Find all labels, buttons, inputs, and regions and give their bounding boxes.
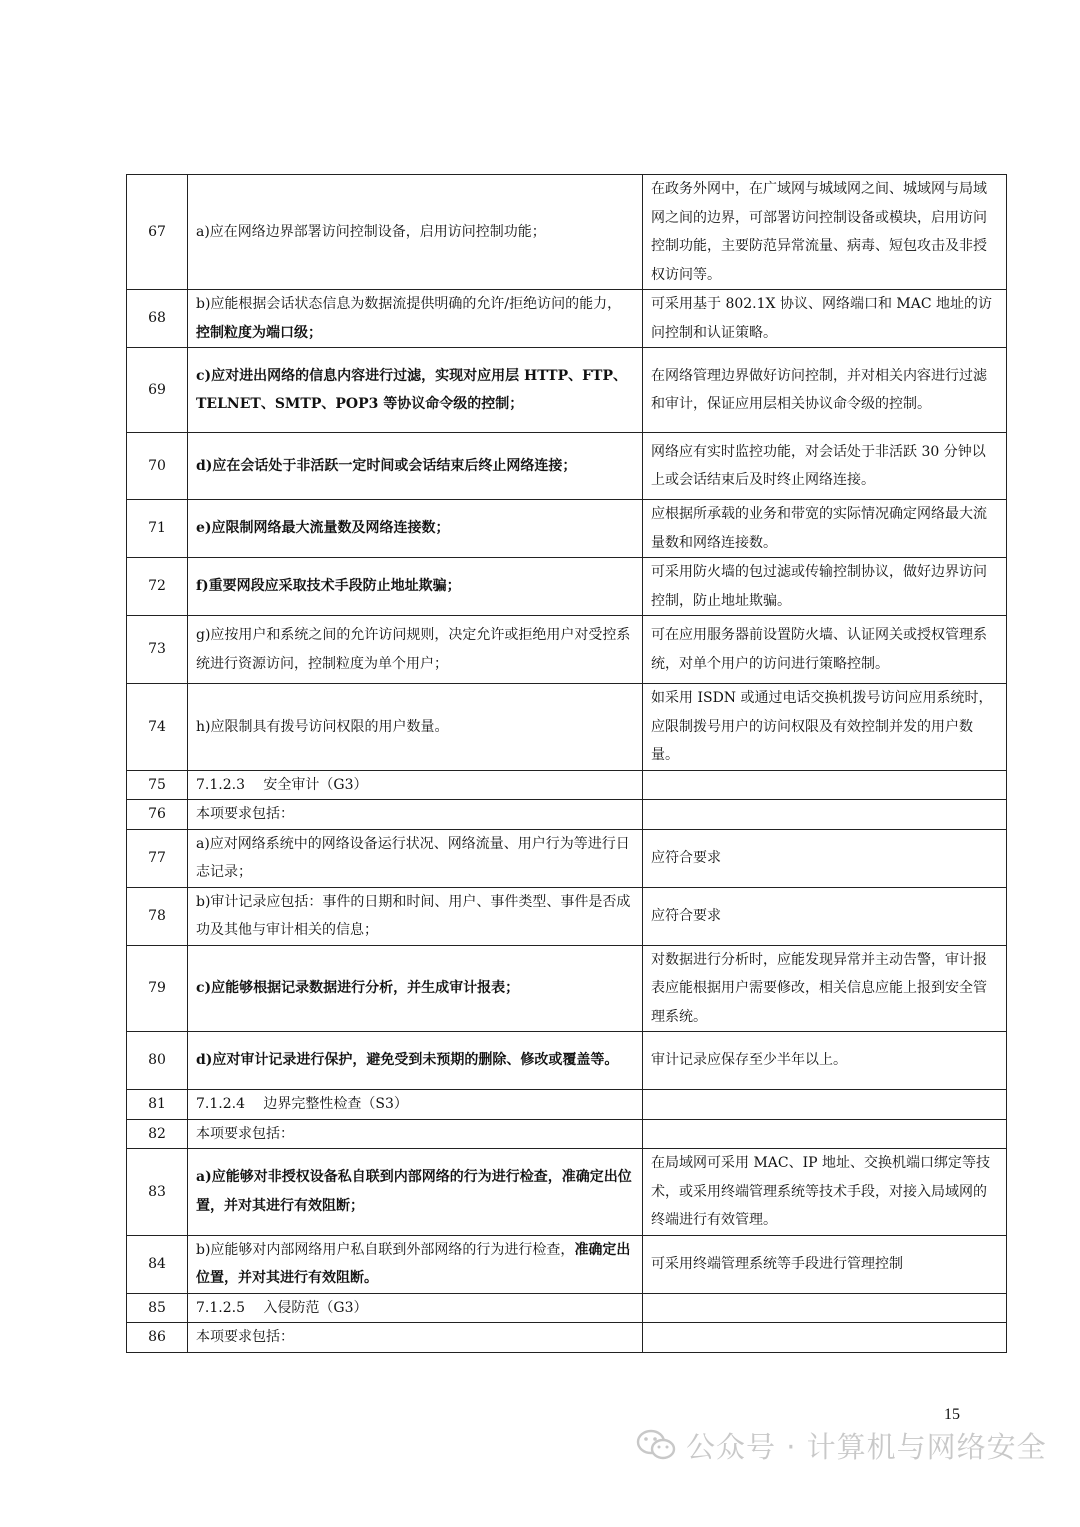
guidance-cell	[643, 770, 1007, 800]
table-row	[127, 829, 1007, 887]
section-heading: 7.1.2.4 边界完整性检查（S3）	[188, 1090, 643, 1120]
requirement-cell: d)应对审计记录进行保护，避免受到未预期的删除、修改或覆盖等。	[188, 1032, 643, 1090]
row-number: 73	[127, 616, 188, 684]
requirement-cell: b)审计记录应包括：事件的日期和时间、用户、事件类型、事件是否成功及其他与审计相关的信息；	[188, 887, 643, 945]
page-number: 15	[944, 1406, 960, 1423]
guidance-cell: 应符合要求	[643, 887, 1007, 945]
requirement-text: b)应能根据会话状态信息为数据流提供明确的允许/拒绝访问的能力，	[196, 296, 622, 312]
requirement-cell: f)重要网段应采取技术手段防止地址欺骗；	[188, 558, 643, 616]
requirement-cell: a)应能够对非授权设备私自联到内部网络的行为进行检查，准确定出位置，并对其进行有效阻断；	[188, 1149, 643, 1236]
guidance-cell: 网络应有实时监控功能，对会话处于非活跃 30 分钟以上或会话结束后及时终止网络连接。	[643, 433, 1007, 500]
guidance-cell	[643, 800, 1007, 830]
guidance-cell: 可采用终端管理系统等手段进行管理控制	[643, 1235, 1007, 1293]
section-heading: 7.1.2.5 入侵防范（G3）	[188, 1293, 643, 1323]
row-number: 75	[127, 770, 188, 800]
requirement-cell: g)应按用户和系统之间的允许访问规则，决定允许或拒绝用户对受控系统进行资源访问，控制粒度为单个用户；	[188, 616, 643, 684]
row-number: 70	[127, 433, 188, 500]
guidance-cell	[643, 1090, 1007, 1120]
row-number: 78	[127, 887, 188, 945]
row-number: 79	[127, 945, 188, 1032]
requirement-cell: 本项要求包括：	[188, 800, 643, 830]
guidance-cell: 可采用基于 802.1X 协议、网络端口和 MAC 地址的访问控制和认证策略。	[643, 290, 1007, 348]
row-number: 80	[127, 1032, 188, 1090]
guidance-cell	[643, 1323, 1007, 1353]
table-row	[127, 348, 1007, 433]
watermark-text: 公众号 · 计算机与网络安全	[686, 1429, 1047, 1464]
requirement-text: b)应能够对内部网络用户私自联到外部网络的行为进行检查，	[196, 1241, 575, 1258]
table-row	[127, 1090, 1007, 1120]
requirement-emphasis: 控制粒度为端口级；	[196, 324, 322, 341]
guidance-cell: 可在应用服务器前设置防火墙、认证网关或授权管理系统，对单个用户的访问进行策略控制。	[643, 616, 1007, 684]
row-number: 68	[127, 290, 188, 348]
guidance-cell: 可采用防火墙的包过滤或传输控制协议，做好边界访问控制，防止地址欺骗。	[643, 558, 1007, 616]
row-number: 67	[127, 175, 188, 290]
requirement-cell: d)应在会话处于非活跃一定时间或会话结束后终止网络连接；	[188, 433, 643, 500]
requirement-cell: a)应对网络系统中的网络设备运行状况、网络流量、用户行为等进行日志记录；	[188, 829, 643, 887]
watermark	[636, 1420, 1047, 1470]
table-row	[127, 770, 1007, 800]
row-number: 85	[127, 1293, 188, 1323]
table-row	[127, 616, 1007, 684]
row-number: 72	[127, 558, 188, 616]
guidance-cell: 应符合要求	[643, 829, 1007, 887]
table-row	[127, 1149, 1007, 1236]
table-row	[127, 1323, 1007, 1353]
row-number: 74	[127, 684, 188, 771]
table-row	[127, 290, 1007, 348]
row-number: 76	[127, 800, 188, 830]
guidance-cell	[643, 1119, 1007, 1149]
requirement-cell: e)应限制网络最大流量数及网络连接数；	[188, 500, 643, 558]
requirement-cell: c)应能够根据记录数据进行分析，并生成审计报表；	[188, 945, 643, 1032]
row-number: 81	[127, 1090, 188, 1120]
row-number: 83	[127, 1149, 188, 1236]
guidance-cell: 在网络管理边界做好访问控制，并对相关内容进行过滤和审计，保证应用层相关协议命令级的控制。	[643, 348, 1007, 433]
table-row	[127, 1293, 1007, 1323]
requirement-cell: 本项要求包括：	[188, 1119, 643, 1149]
requirement-emphasis: 准确定出位置，并对其进行有效阻断。	[196, 1241, 631, 1286]
requirement-cell: 本项要求包括：	[188, 1323, 643, 1353]
table-row	[127, 433, 1007, 500]
row-number: 86	[127, 1323, 188, 1353]
guidance-cell: 审计记录应保存至少半年以上。	[643, 1032, 1007, 1090]
requirement-cell: a)应在网络边界部署访问控制设备，启用访问控制功能；	[188, 175, 643, 290]
table-row	[127, 887, 1007, 945]
row-number: 84	[127, 1235, 188, 1293]
table-row	[127, 1119, 1007, 1149]
guidance-cell: 应根据所承载的业务和带宽的实际情况确定网络最大流量数和网络连接数。	[643, 500, 1007, 558]
requirement-cell: h)应限制具有拨号访问权限的用户数量。	[188, 684, 643, 771]
guidance-cell: 如采用 ISDN 或通过电话交换机拨号访问应用系统时，应限制拨号用户的访问权限及有效控制并发的用户数量。	[643, 684, 1007, 771]
table-row	[127, 175, 1007, 290]
guidance-cell: 在局域网可采用 MAC、IP 地址、交换机端口绑定等技术，或采用终端管理系统等技术手段，对接入局域网的终端进行有效管理。	[643, 1149, 1007, 1236]
table-row	[127, 1032, 1007, 1090]
row-number: 77	[127, 829, 188, 887]
requirements-table	[126, 174, 1007, 1353]
requirement-cell: c)应对进出网络的信息内容进行过滤，实现对应用层 HTTP、FTP、TELNET、SMTP、POP3 等协议命令级的控制；	[188, 348, 643, 433]
table-row	[127, 500, 1007, 558]
row-number: 82	[127, 1119, 188, 1149]
table-row	[127, 558, 1007, 616]
table-row	[127, 800, 1007, 830]
guidance-cell: 对数据进行分析时，应能发现异常并主动告警，审计报表应能根据用户需要修改，相关信息应能上报到安全管理系统。	[643, 945, 1007, 1032]
guidance-cell	[643, 1293, 1007, 1323]
row-number: 69	[127, 348, 188, 433]
guidance-cell: 在政务外网中，在广域网与城域网之间、城域网与局域网之间的边界，可部署访问控制设备或模块，启用访问控制功能，主要防范异常流量、病毒、短包攻击及非授权访问等。	[643, 175, 1007, 290]
requirement-cell	[188, 1235, 643, 1293]
wechat-icon	[636, 1428, 676, 1462]
table-row	[127, 684, 1007, 771]
section-heading: 7.1.2.3 安全审计（G3）	[188, 770, 643, 800]
table-row	[127, 1235, 1007, 1293]
row-number: 71	[127, 500, 188, 558]
table-row	[127, 945, 1007, 1032]
requirement-cell	[188, 290, 643, 348]
